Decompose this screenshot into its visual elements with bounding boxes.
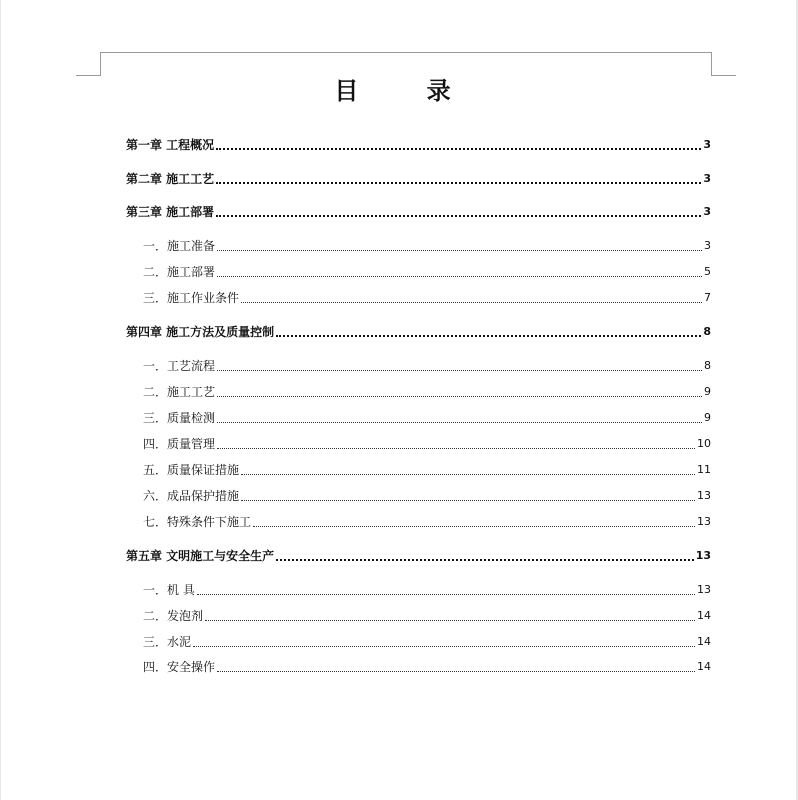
toc-dot-leader	[197, 593, 695, 595]
toc-entry-label: 三．施工作业条件	[143, 291, 240, 305]
toc-dot-leader	[216, 147, 701, 150]
toc-section-entry[interactable]	[143, 265, 711, 279]
toc-page-number: 3	[703, 205, 711, 218]
toc-page-number: 7	[704, 291, 711, 304]
toc-dot-leader	[217, 369, 702, 371]
toc-chapter-entry[interactable]	[126, 325, 711, 339]
toc-dot-leader	[217, 670, 695, 672]
toc-entry-label: 三．质量检测	[143, 411, 216, 425]
toc-page-number: 3	[703, 138, 711, 151]
toc-section-entry[interactable]	[143, 489, 711, 503]
toc-page-number: 5	[704, 265, 711, 278]
toc-entry-label: 六．成品保护措施	[143, 489, 240, 503]
toc-chapter-entry[interactable]	[126, 172, 711, 186]
toc-title: 目 录	[334, 76, 481, 105]
toc-entry-label: 第一章 工程概况	[126, 138, 215, 152]
toc-entry-label: 一．施工准备	[143, 239, 216, 253]
toc-entry-label: 一．工艺流程	[143, 359, 216, 373]
toc-chapter-entry[interactable]	[126, 138, 711, 152]
toc-section-entry[interactable]	[143, 635, 711, 649]
toc-page-number: 9	[704, 411, 711, 424]
toc-chapter-entry[interactable]	[126, 549, 711, 563]
toc-entry-label: 七．特殊条件下施工	[143, 515, 252, 529]
toc-page-number: 13	[697, 515, 711, 528]
toc-entry-label: 第二章 施工工艺	[126, 172, 215, 186]
toc-chapter-entry[interactable]	[126, 205, 711, 219]
toc-entry-label: 三．水泥	[143, 635, 192, 649]
toc-entry-label: 第五章 文明施工与安全生产	[126, 549, 275, 563]
toc-section-entry[interactable]	[143, 411, 711, 425]
toc-dot-leader	[241, 499, 695, 501]
toc-dot-leader	[276, 334, 701, 337]
toc-entry-label: 一．机 具	[143, 583, 195, 597]
toc-section-entry[interactable]	[143, 609, 711, 623]
toc-entry-label: 二．发泡剂	[143, 609, 204, 623]
toc-entry-label: 二．施工工艺	[143, 385, 216, 399]
toc-page-number: 13	[697, 583, 711, 596]
toc-dot-leader	[217, 249, 702, 251]
toc-section-entry[interactable]	[143, 385, 711, 399]
toc-dot-leader	[216, 181, 701, 184]
toc-page-number: 8	[703, 325, 711, 338]
toc-section-entry[interactable]	[143, 583, 711, 597]
toc-entry-label: 第四章 施工方法及质量控制	[126, 325, 275, 339]
toc-page-number: 13	[697, 489, 711, 502]
toc-dot-leader	[216, 214, 701, 217]
toc-page-number: 14	[697, 635, 711, 648]
toc-dot-leader	[193, 645, 695, 647]
toc-page-number: 14	[697, 660, 711, 673]
toc-page-number: 8	[704, 359, 711, 372]
toc-dot-leader	[217, 447, 695, 449]
toc-dot-leader	[217, 421, 702, 423]
toc-section-entry[interactable]	[143, 463, 711, 477]
toc-entry-label: 四．安全操作	[143, 660, 216, 674]
toc-dot-leader	[241, 301, 702, 303]
toc-dot-leader	[217, 275, 702, 277]
toc-dot-leader	[241, 473, 695, 475]
toc-entry-label: 四．质量管理	[143, 437, 216, 451]
toc-dot-leader	[205, 619, 695, 621]
toc-page-number: 3	[704, 239, 711, 252]
toc-page-number: 14	[697, 609, 711, 622]
toc-entry-label: 第三章 施工部署	[126, 205, 215, 219]
toc-section-entry[interactable]	[143, 437, 711, 451]
toc-section-entry[interactable]	[143, 291, 711, 305]
toc-dot-leader	[253, 525, 695, 527]
toc-section-entry[interactable]	[143, 359, 711, 373]
toc-page-number: 13	[695, 549, 711, 562]
toc-entry-label: 五．质量保证措施	[143, 463, 240, 477]
toc-entry-label: 二．施工部署	[143, 265, 216, 279]
toc-page-number: 9	[704, 385, 711, 398]
toc-dot-leader	[217, 395, 702, 397]
toc-page-number: 3	[703, 172, 711, 185]
toc-dot-leader	[276, 558, 694, 561]
toc-page-number: 11	[697, 463, 711, 476]
toc-page-number: 10	[697, 437, 711, 450]
toc-section-entry[interactable]	[143, 239, 711, 253]
toc-section-entry[interactable]	[143, 660, 711, 674]
toc-section-entry[interactable]	[143, 515, 711, 529]
